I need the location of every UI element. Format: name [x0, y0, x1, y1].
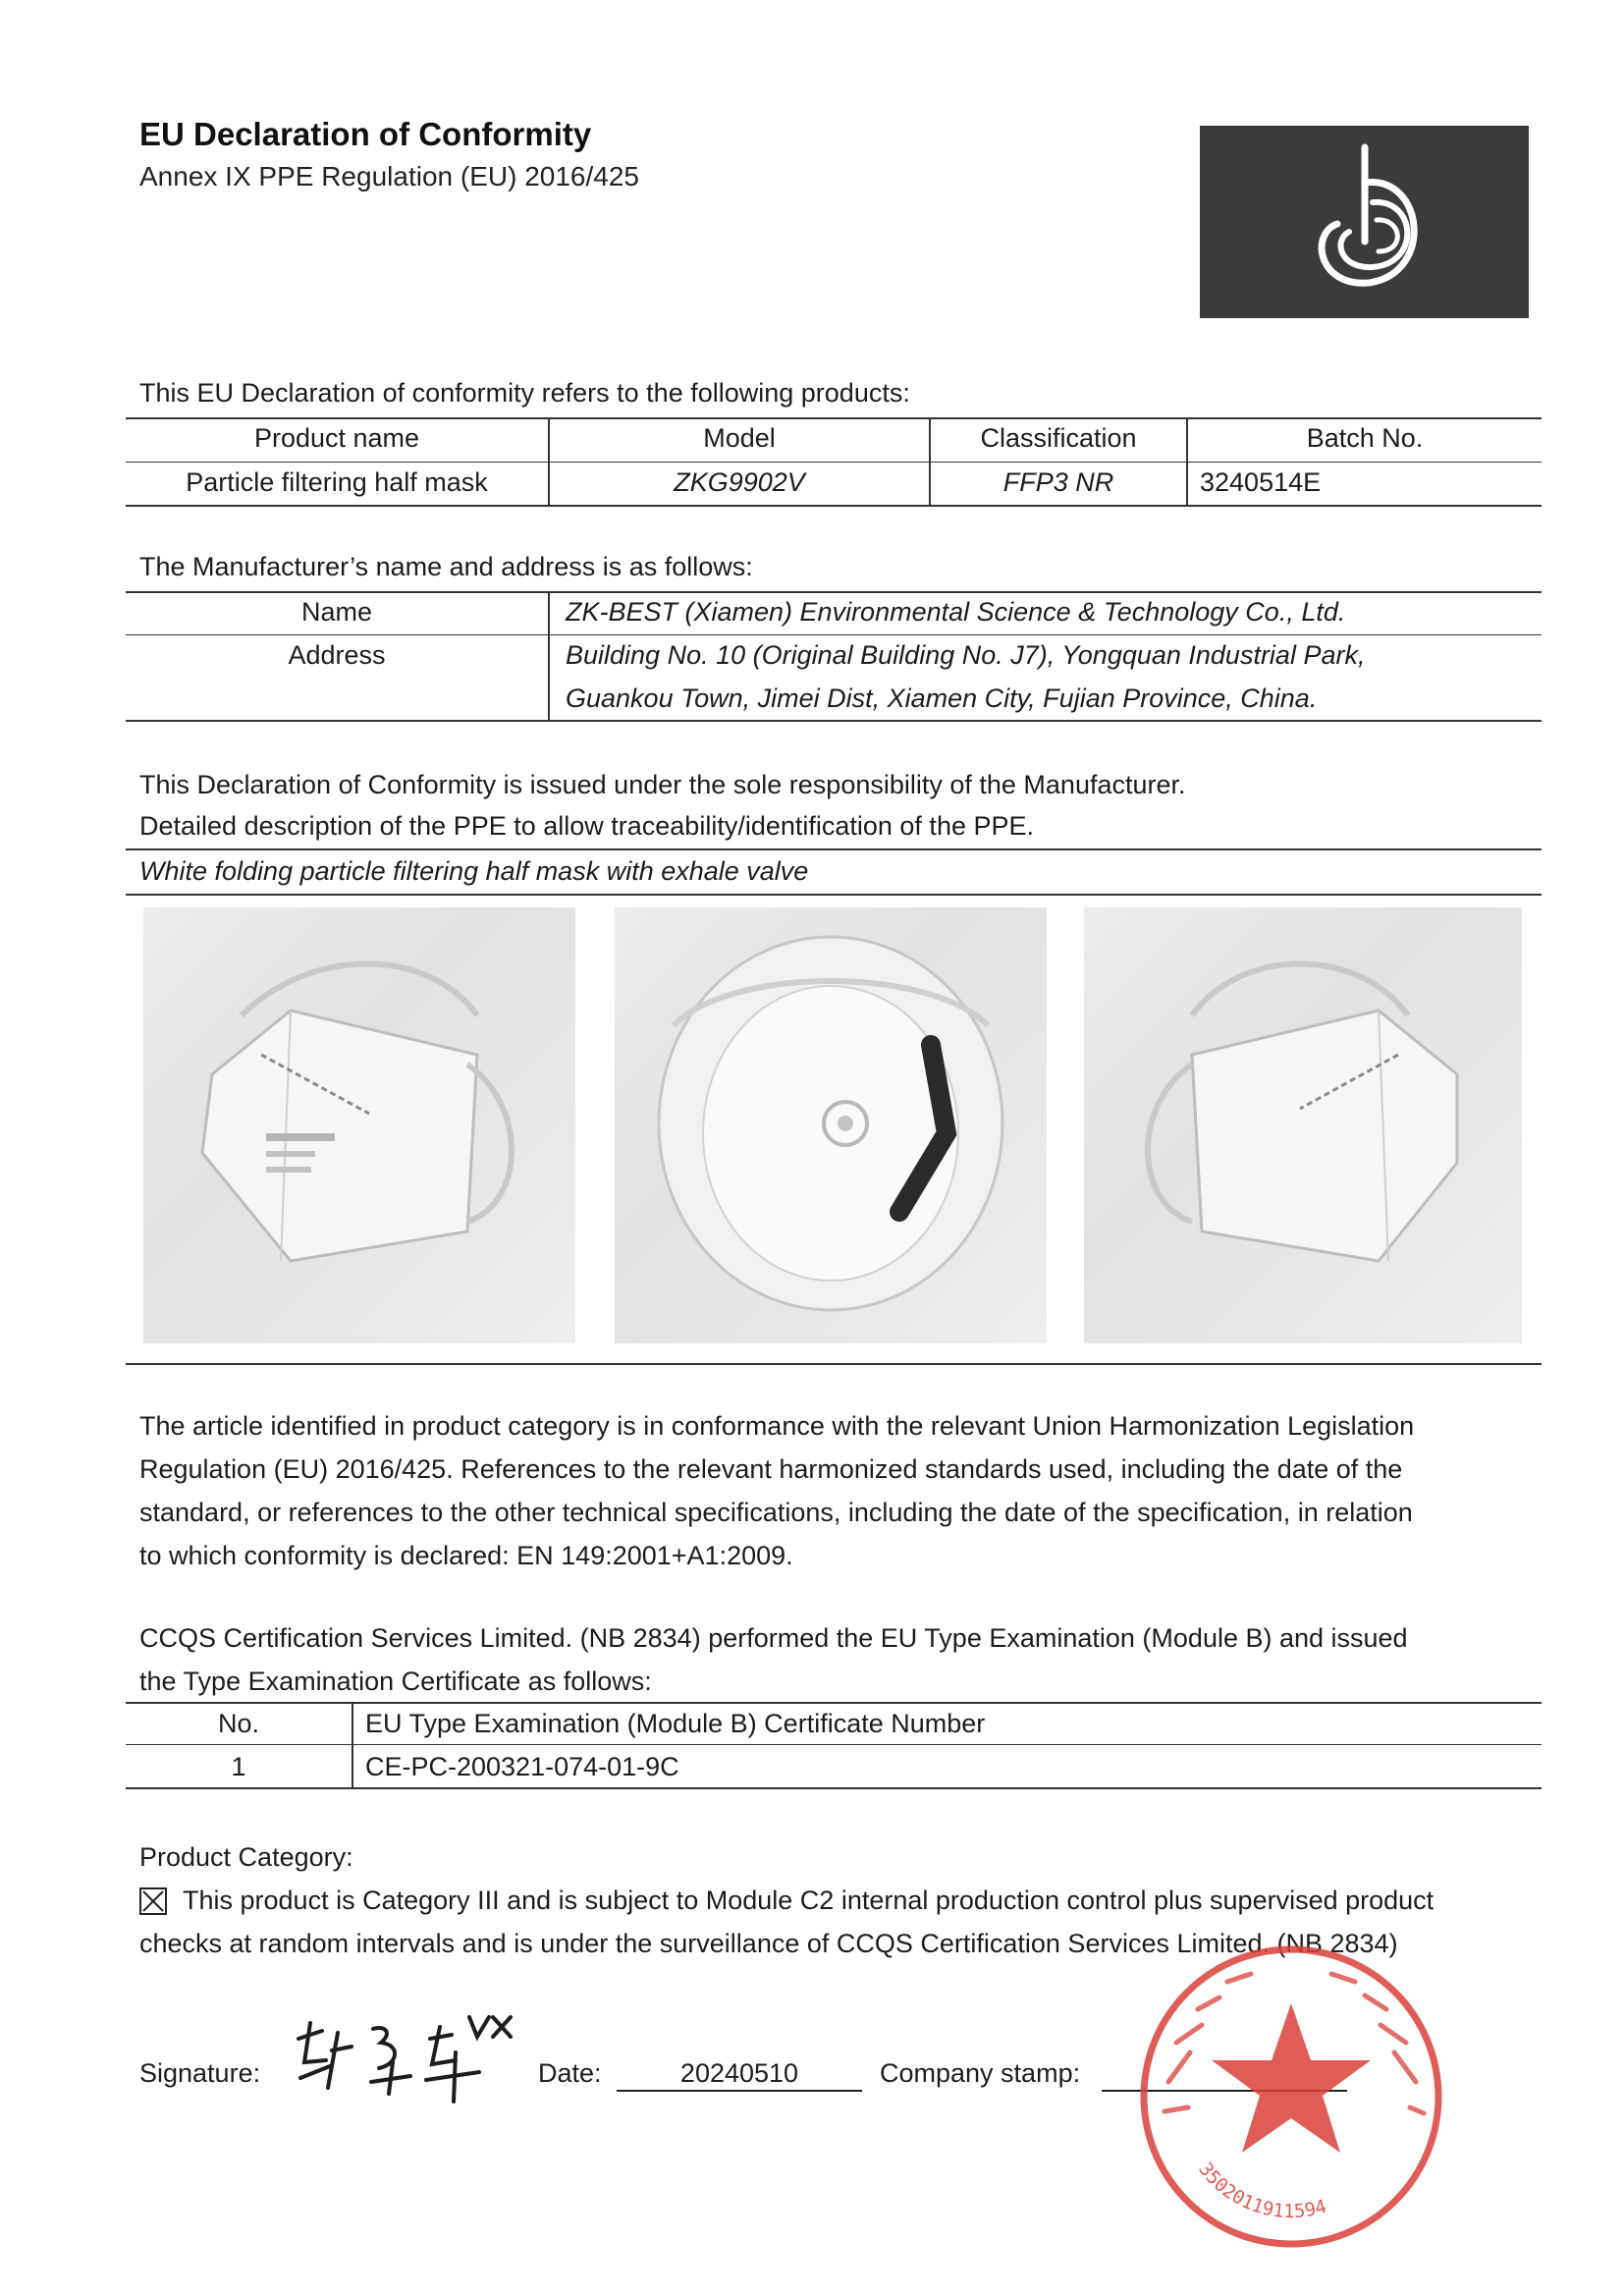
manufacturer-address-label: Address — [288, 640, 386, 670]
batch-no-value: 3240514E — [1200, 467, 1322, 497]
certification-line2: the Type Examination Certificate as follows: — [139, 1667, 652, 1696]
logo-icon — [1200, 126, 1529, 318]
product-category-label: Product Category: — [139, 1842, 353, 1872]
col-classification: Classification — [980, 423, 1137, 453]
date-label: Date: — [538, 2058, 602, 2088]
table-divider — [548, 591, 550, 721]
conformity-line2: Regulation (EU) 2016/425. References to the relevant harmonized standards used, including the date of the — [139, 1454, 1403, 1484]
cert-no-value: 1 — [231, 1752, 246, 1781]
table-rule — [126, 720, 1542, 722]
manufacturer-address-line2: Guankou Town, Jimei Dist, Xiamen City, Fujian Province, China. — [566, 683, 1318, 713]
col-batch-no: Batch No. — [1306, 423, 1424, 453]
signature-label: Signature: — [139, 2058, 261, 2088]
handwritten-signature-icon — [283, 2003, 528, 2111]
category-line2: checks at random intervals and is under the surveillance of CCQS Certification Services Limited. (NB 2834) — [139, 1929, 1398, 1958]
manufacturer-name-value: ZK-BEST (Xiamen) Environmental Science & Technology Co., Ltd. — [566, 597, 1346, 627]
col-cert-number: EU Type Examination (Module B) Certificate Number — [365, 1709, 986, 1738]
col-cert-no: No. — [217, 1709, 260, 1738]
manufacturer-name-label: Name — [300, 597, 373, 627]
table-rule — [126, 462, 1542, 463]
conformity-line3: standard, or references to the other technical specifications, including the date of the specification, in relation — [139, 1498, 1413, 1527]
table-rule — [126, 505, 1542, 507]
company-logo — [1200, 126, 1529, 318]
products-intro: This EU Declaration of conformity refers to the following products: — [139, 378, 910, 408]
table-rule — [126, 1787, 1542, 1789]
certification-line1: CCQS Certification Services Limited. (NB 2834) performed the EU Type Examination (Module B) and issued — [139, 1623, 1408, 1653]
page-title: EU Declaration of Conformity — [139, 116, 592, 152]
table-rule — [126, 417, 1542, 419]
section-rule — [126, 1363, 1542, 1365]
table-rule — [126, 634, 1542, 635]
category-line1: This product is Category III and is subject to Module C2 internal production control plus supervised product — [183, 1886, 1435, 1915]
product-name-value: Particle filtering half mask — [186, 467, 488, 497]
section-rule — [126, 848, 1542, 850]
company-seal-icon — [1129, 1935, 1453, 2259]
model-value: ZKG9902V — [674, 467, 805, 497]
table-rule — [126, 1702, 1542, 1704]
table-rule — [126, 591, 1542, 593]
mask-photo-side — [143, 907, 575, 1343]
declaration-line1: This Declaration of Conformity is issued under the sole responsibility of the Manufacturer. — [139, 770, 1186, 799]
manufacturer-intro: The Manufacturer’s name and address is as follows: — [139, 552, 753, 581]
cert-number-value: CE-PC-200321-074-01-9C — [365, 1752, 679, 1781]
mask-photo-inside — [615, 907, 1047, 1343]
seal-number: 3502011911594 — [1194, 2159, 1329, 2223]
page-subtitle: Annex IX PPE Regulation (EU) 2016/425 — [139, 161, 639, 191]
table-divider — [352, 1702, 353, 1788]
table-rule — [126, 1744, 1542, 1745]
declaration-line2: Detailed description of the PPE to allow traceability/identification of the PPE. — [139, 811, 1034, 841]
date-value: 20240510 — [679, 2058, 799, 2088]
conformity-line1: The article identified in product category is in conformance with the relevant Union Harmonization Legislation — [139, 1411, 1415, 1441]
col-model: Model — [703, 423, 776, 453]
date-underline — [617, 2090, 862, 2092]
ppe-description: White folding particle filtering half mask with exhale valve — [139, 856, 809, 886]
category-checkbox[interactable] — [139, 1887, 167, 1915]
conformity-line4: to which conformity is declared: EN 149:2001+A1:2009. — [139, 1541, 793, 1570]
classification-value: FFP3 NR — [1002, 467, 1114, 497]
section-rule — [126, 894, 1542, 896]
company-stamp-label: Company stamp: — [880, 2058, 1081, 2088]
col-product-name: Product name — [253, 423, 420, 453]
checkbox-cross-icon — [141, 1889, 165, 1913]
manufacturer-address-line1: Building No. 10 (Original Building No. J7), Yongquan Industrial Park, — [566, 640, 1366, 670]
mask-photo-other-side — [1084, 907, 1522, 1343]
